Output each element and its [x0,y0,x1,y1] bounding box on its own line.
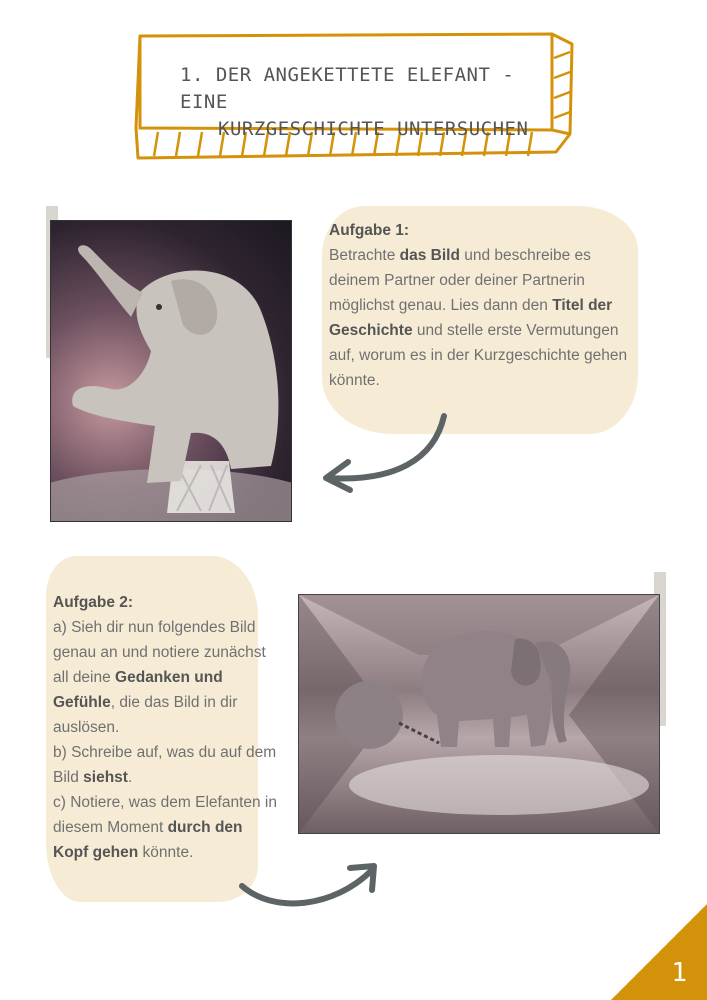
task1-text-part: Betrachte [329,247,400,264]
arrow-curved-right [234,858,384,918]
task2-text-part: b) Schreibe auf, was du auf dem Bild [53,744,277,786]
task1-heading: Aufgabe 1: [329,222,410,239]
task1-bold-part: das Bild [399,247,460,264]
chained-elephant-illustration [299,595,659,833]
circus-elephant-illustration [51,221,291,521]
task2-bold-part: durch den Kopf gehen [53,819,243,861]
task2-text [53,590,278,865]
arrow-curved-left [314,410,454,495]
task2-text-part: , die das Bild in dir auslösen. [53,694,238,736]
page-title [180,62,560,143]
task2-text-part: . [127,769,133,786]
page-corner [611,904,707,1000]
task1-text-part: und stelle erste Vermutungen auf, worum es in der Kurzgeschichte gehen könnte. [329,322,628,389]
task2-text-part: könnte. [138,844,194,861]
page-number: 1 [671,958,687,988]
task2-bold-part: siehst [83,769,128,786]
chained-elephant-photo [298,594,660,834]
task2-text-part: a) Sieh dir nun folgendes Bild genau an und notiere zunächst all deine [53,619,266,686]
circus-elephant-photo [50,220,292,522]
task2-bold-part: Gedanken und Gefühle [53,669,223,711]
task1-text [329,218,634,393]
task1-text-part: und beschreibe es deinem Partner oder deiner Partnerin möglichst genau. Lies dann den [329,247,591,314]
task2-heading: Aufgabe 2: [53,594,134,611]
task2-text-part: c) Notiere, was dem Elefanten in diesem Moment [53,794,277,836]
title-line-2: KURZGESCHICHTE UNTERSUCHEN [218,118,529,140]
task1-bold-part: Titel der Geschichte [329,297,613,339]
title-line-1: 1. DER ANGEKETTETE ELEFANT - EINE [180,64,515,113]
